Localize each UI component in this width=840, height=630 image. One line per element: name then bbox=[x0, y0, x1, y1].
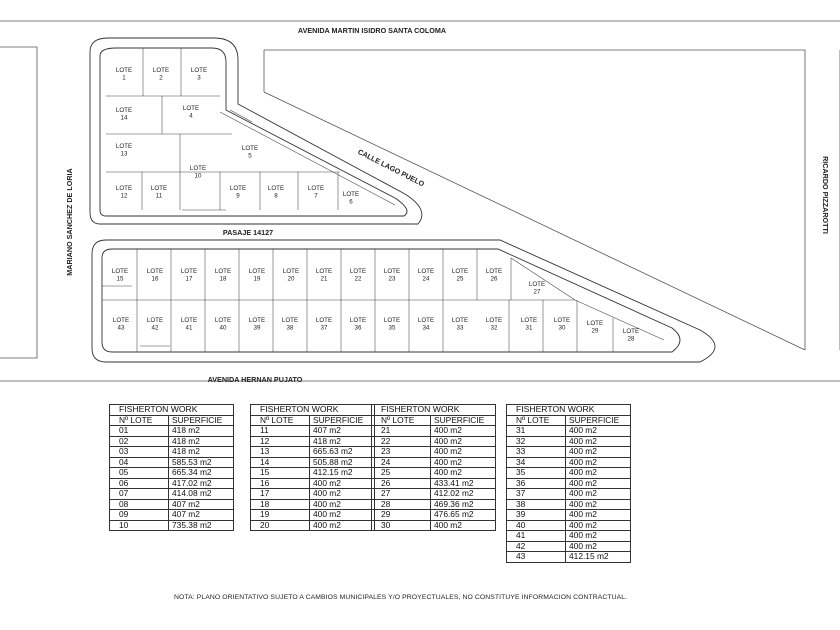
table-row bbox=[507, 436, 631, 447]
table-row bbox=[507, 478, 631, 489]
lower-block bbox=[92, 240, 715, 362]
lot-area-cell: 400 m2 bbox=[431, 426, 496, 437]
lot-number: 25 bbox=[456, 275, 464, 283]
lot-number: 34 bbox=[422, 324, 430, 332]
lot-number-cell: 38 bbox=[507, 499, 566, 510]
lot-area-cell: 400 m2 bbox=[310, 489, 375, 500]
lot-number-cell: 29 bbox=[372, 510, 431, 521]
table-row bbox=[507, 552, 631, 563]
lot-number: 10 bbox=[194, 172, 202, 180]
lot-number: 8 bbox=[274, 192, 278, 200]
lot-number-cell: 33 bbox=[507, 447, 566, 458]
lot-label: LOTE 38 bbox=[281, 317, 299, 332]
lot-area-cell: 412.15 m2 bbox=[310, 468, 375, 479]
lot-number: 11 bbox=[155, 192, 163, 200]
lot-area-cell: 418 m2 bbox=[169, 436, 234, 447]
table-row bbox=[507, 541, 631, 552]
lot-label: LOTE 34 bbox=[417, 317, 435, 332]
upper-lot-lines bbox=[106, 48, 395, 210]
street-label-bottom: AVENIDA HERNAN PUJATO bbox=[207, 375, 303, 384]
lot-number: 39 bbox=[253, 324, 261, 332]
lot-number: 9 bbox=[236, 192, 240, 200]
column-header-area: SUPERFICIE bbox=[310, 415, 375, 426]
lot-area-cell: 418 m2 bbox=[169, 447, 234, 458]
lot-label: LOTE 11 bbox=[150, 185, 168, 200]
lot-number-cell: 30 bbox=[372, 520, 431, 531]
lot-number: 40 bbox=[219, 324, 227, 332]
area-table-1 bbox=[109, 404, 234, 531]
table-row bbox=[507, 489, 631, 500]
lot-number-cell: 24 bbox=[372, 457, 431, 468]
lot-area-cell: 400 m2 bbox=[431, 520, 496, 531]
lot-number-cell: 25 bbox=[372, 468, 431, 479]
lot-area-cell: 407 m2 bbox=[169, 510, 234, 521]
street-label-right: RICARDO PIZZAROTTI bbox=[821, 156, 830, 234]
lot-labels bbox=[112, 67, 639, 343]
table-row bbox=[372, 447, 496, 458]
lot-number-cell: 02 bbox=[110, 436, 169, 447]
lot-label: LOTE 27 bbox=[528, 281, 546, 296]
lot-number-cell: 35 bbox=[507, 468, 566, 479]
table-row bbox=[110, 426, 234, 437]
lot-number: 43 bbox=[117, 324, 125, 332]
lot-number: 15 bbox=[116, 275, 124, 283]
lot-area-cell: 400 m2 bbox=[431, 436, 496, 447]
area-table-2 bbox=[250, 404, 375, 531]
lot-number: 26 bbox=[490, 275, 498, 283]
lot-number-cell: 27 bbox=[372, 489, 431, 500]
column-header-lot: Nº LOTE bbox=[507, 415, 566, 426]
table-row bbox=[372, 520, 496, 531]
lot-label: LOTE 29 bbox=[586, 320, 604, 335]
lot-label: LOTE 20 bbox=[282, 268, 300, 283]
lot-number-cell: 16 bbox=[251, 478, 310, 489]
lot-label: LOTE 42 bbox=[146, 317, 164, 332]
lot-area-cell: 400 m2 bbox=[310, 510, 375, 521]
lot-number: 7 bbox=[314, 192, 318, 200]
table-row bbox=[372, 436, 496, 447]
table-row bbox=[110, 510, 234, 521]
lot-label: LOTE 35 bbox=[383, 317, 401, 332]
lot-number: 42 bbox=[151, 324, 159, 332]
lot-label: LOTE 12 bbox=[115, 185, 133, 200]
lot-area-cell: 400 m2 bbox=[566, 436, 631, 447]
lot-number: 31 bbox=[525, 324, 533, 332]
lot-number-cell: 31 bbox=[507, 426, 566, 437]
lot-number: 19 bbox=[253, 275, 261, 283]
lot-area-cell: 665.34 m2 bbox=[169, 468, 234, 479]
table-row bbox=[372, 510, 496, 521]
lower-lot-lines bbox=[102, 249, 664, 352]
lot-number: 29 bbox=[591, 327, 599, 335]
lot-number: 36 bbox=[354, 324, 362, 332]
table-row bbox=[507, 510, 631, 521]
lot-number-cell: 15 bbox=[251, 468, 310, 479]
lot-area-cell: 400 m2 bbox=[431, 468, 496, 479]
lot-number: 21 bbox=[320, 275, 328, 283]
lot-number: 35 bbox=[388, 324, 396, 332]
lot-label: LOTE 28 bbox=[622, 328, 640, 343]
table-row bbox=[372, 457, 496, 468]
table-row bbox=[507, 531, 631, 542]
lot-area-cell: 400 m2 bbox=[566, 531, 631, 542]
lot-number-cell: 43 bbox=[507, 552, 566, 563]
lot-label: LOTE 32 bbox=[485, 317, 503, 332]
lot-label: LOTE 9 bbox=[229, 185, 247, 200]
lot-number-cell: 39 bbox=[507, 510, 566, 521]
lot-area-cell: 400 m2 bbox=[431, 457, 496, 468]
lot-label: LOTE 16 bbox=[146, 268, 164, 283]
table-row bbox=[110, 478, 234, 489]
lot-area-cell: 418 m2 bbox=[169, 426, 234, 437]
table-row bbox=[251, 457, 375, 468]
lot-number-cell: 17 bbox=[251, 489, 310, 500]
lot-label: LOTE 15 bbox=[111, 268, 129, 283]
lot-area-cell: 414.08 m2 bbox=[169, 489, 234, 500]
table-row bbox=[507, 520, 631, 531]
column-header-lot: Nº LOTE bbox=[110, 415, 169, 426]
table-row bbox=[507, 447, 631, 458]
lot-number: 6 bbox=[349, 198, 353, 206]
lot-number: 41 bbox=[185, 324, 193, 332]
lot-area-cell: 400 m2 bbox=[566, 447, 631, 458]
lot-number: 18 bbox=[219, 275, 227, 283]
lot-label: LOTE 40 bbox=[214, 317, 232, 332]
lot-number-cell: 36 bbox=[507, 478, 566, 489]
table-title: FISHERTON WORK bbox=[110, 405, 234, 416]
table-row bbox=[110, 468, 234, 479]
lot-number: 28 bbox=[627, 335, 635, 343]
table-title: FISHERTON WORK bbox=[251, 405, 375, 416]
lot-label: LOTE 23 bbox=[383, 268, 401, 283]
lot-area-cell: 412.02 m2 bbox=[431, 489, 496, 500]
lot-label: LOTE 31 bbox=[520, 317, 538, 332]
table-row bbox=[110, 520, 234, 531]
table-row bbox=[372, 489, 496, 500]
lot-label: LOTE 7 bbox=[307, 185, 325, 200]
table-row bbox=[251, 478, 375, 489]
lot-area-cell: 400 m2 bbox=[566, 478, 631, 489]
table-row bbox=[507, 426, 631, 437]
lot-number: 20 bbox=[287, 275, 295, 283]
lot-label: LOTE 36 bbox=[349, 317, 367, 332]
lot-number: 27 bbox=[533, 288, 541, 296]
lot-label: LOTE 1 bbox=[115, 67, 133, 82]
table-row bbox=[110, 447, 234, 458]
table-row bbox=[372, 468, 496, 479]
lot-number-cell: 26 bbox=[372, 478, 431, 489]
table-title: FISHERTON WORK bbox=[372, 405, 496, 416]
lot-number: 13 bbox=[120, 150, 128, 158]
lot-label: LOTE 43 bbox=[112, 317, 130, 332]
lot-area-cell: 400 m2 bbox=[310, 478, 375, 489]
lot-area-cell: 476.65 m2 bbox=[431, 510, 496, 521]
column-header-lot: Nº LOTE bbox=[251, 415, 310, 426]
lot-label: LOTE 14 bbox=[115, 107, 133, 122]
lot-number: 14 bbox=[120, 114, 128, 122]
lot-number-cell: 22 bbox=[372, 436, 431, 447]
lot-number-cell: 13 bbox=[251, 447, 310, 458]
lot-label: LOTE 3 bbox=[190, 67, 208, 82]
lot-label: LOTE 19 bbox=[248, 268, 266, 283]
street-label-top: AVENIDA MARTIN ISIDRO SANTA COLOMA bbox=[297, 26, 447, 35]
lot-number-cell: 07 bbox=[110, 489, 169, 500]
lot-number-cell: 14 bbox=[251, 457, 310, 468]
lot-number-cell: 20 bbox=[251, 520, 310, 531]
lot-number: 4 bbox=[189, 112, 193, 120]
lot-number: 30 bbox=[558, 324, 566, 332]
lot-area-cell: 400 m2 bbox=[431, 447, 496, 458]
table-row bbox=[251, 436, 375, 447]
lot-number: 32 bbox=[490, 324, 498, 332]
lot-number-cell: 41 bbox=[507, 531, 566, 542]
lot-label: LOTE 6 bbox=[342, 191, 360, 206]
table-row bbox=[251, 520, 375, 531]
lot-area-cell: 407 m2 bbox=[169, 499, 234, 510]
lot-number: 24 bbox=[422, 275, 430, 283]
lot-number-cell: 10 bbox=[110, 520, 169, 531]
table-row bbox=[110, 489, 234, 500]
lot-number-cell: 18 bbox=[251, 499, 310, 510]
street-label-diagonal: CALLE LAGO PUELO bbox=[356, 147, 426, 189]
lot-number-cell: 34 bbox=[507, 457, 566, 468]
lot-area-cell: 400 m2 bbox=[566, 426, 631, 437]
lot-area-cell: 665.63 m2 bbox=[310, 447, 375, 458]
lot-number: 37 bbox=[320, 324, 328, 332]
lot-area-cell: 400 m2 bbox=[566, 541, 631, 552]
column-header-area: SUPERFICIE bbox=[431, 415, 496, 426]
table-row bbox=[251, 426, 375, 437]
table-row bbox=[251, 447, 375, 458]
table-row bbox=[251, 489, 375, 500]
lot-label: LOTE 30 bbox=[553, 317, 571, 332]
lot-area-cell: 585.53 m2 bbox=[169, 457, 234, 468]
lot-number-cell: 37 bbox=[507, 489, 566, 500]
lot-area-cell: 400 m2 bbox=[310, 520, 375, 531]
table-row bbox=[507, 457, 631, 468]
lot-area-cell: 433.41 m2 bbox=[431, 478, 496, 489]
lot-area-cell: 469.36 m2 bbox=[431, 499, 496, 510]
lot-number: 17 bbox=[185, 275, 193, 283]
lot-label: LOTE 5 bbox=[241, 145, 259, 160]
table-row bbox=[251, 499, 375, 510]
lot-number-cell: 05 bbox=[110, 468, 169, 479]
lot-area-cell: 400 m2 bbox=[310, 499, 375, 510]
lot-label: LOTE 41 bbox=[180, 317, 198, 332]
lot-area-cell: 417.02 m2 bbox=[169, 478, 234, 489]
street-label-middle: PASAJE 14127 bbox=[222, 228, 274, 237]
lot-label: LOTE 24 bbox=[417, 268, 435, 283]
table-row bbox=[110, 499, 234, 510]
lot-number-cell: 06 bbox=[110, 478, 169, 489]
lot-number-cell: 40 bbox=[507, 520, 566, 531]
lot-area-cell: 400 m2 bbox=[566, 457, 631, 468]
lot-label: LOTE 22 bbox=[349, 268, 367, 283]
lot-area-cell: 400 m2 bbox=[566, 520, 631, 531]
lot-number: 2 bbox=[159, 74, 163, 82]
lot-label: LOTE 21 bbox=[315, 268, 333, 283]
lot-label: LOTE 18 bbox=[214, 268, 232, 283]
lot-label: LOTE 37 bbox=[315, 317, 333, 332]
lot-area-cell: 400 m2 bbox=[566, 468, 631, 479]
lot-number-cell: 12 bbox=[251, 436, 310, 447]
lot-number-cell: 04 bbox=[110, 457, 169, 468]
lot-area-cell: 407 m2 bbox=[310, 426, 375, 437]
lot-area-cell: 735.38 m2 bbox=[169, 520, 234, 531]
lot-label: LOTE 25 bbox=[451, 268, 469, 283]
lot-number-cell: 32 bbox=[507, 436, 566, 447]
lot-area-cell: 400 m2 bbox=[566, 489, 631, 500]
lot-number-cell: 28 bbox=[372, 499, 431, 510]
lot-number: 38 bbox=[286, 324, 294, 332]
table-row bbox=[110, 436, 234, 447]
lot-label: LOTE 10 bbox=[189, 165, 207, 180]
lot-number-cell: 19 bbox=[251, 510, 310, 521]
lot-number-cell: 21 bbox=[372, 426, 431, 437]
table-row bbox=[251, 468, 375, 479]
lot-number: 1 bbox=[122, 74, 126, 82]
lot-number: 12 bbox=[120, 192, 128, 200]
street-label-left: MARIANO SANCHEZ DE LORIA bbox=[65, 168, 74, 276]
lot-number: 22 bbox=[354, 275, 362, 283]
lot-number-cell: 11 bbox=[251, 426, 310, 437]
lot-label: LOTE 2 bbox=[152, 67, 170, 82]
lot-number-cell: 23 bbox=[372, 447, 431, 458]
table-title: FISHERTON WORK bbox=[507, 405, 631, 416]
column-header-area: SUPERFICIE bbox=[169, 415, 234, 426]
lot-area-cell: 505.88 m2 bbox=[310, 457, 375, 468]
table-row bbox=[372, 426, 496, 437]
lot-number-cell: 42 bbox=[507, 541, 566, 552]
lot-area-cell: 418 m2 bbox=[310, 436, 375, 447]
lot-area-cell: 400 m2 bbox=[566, 499, 631, 510]
lot-label: LOTE 26 bbox=[485, 268, 503, 283]
column-header-lot: Nº LOTE bbox=[372, 415, 431, 426]
column-header-area: SUPERFICIE bbox=[566, 415, 631, 426]
lot-number-cell: 01 bbox=[110, 426, 169, 437]
area-table-4 bbox=[506, 404, 631, 563]
disclaimer-note: NOTA: PLANO ORIENTATIVO SUJETO A CAMBIOS MUNICIPALES Y/O PROYECTUALES, NO CONSTITUYE INFORMACION CONTRACTUAL. bbox=[174, 594, 628, 601]
table-row bbox=[110, 457, 234, 468]
lot-area-cell: 400 m2 bbox=[566, 510, 631, 521]
lot-number-cell: 08 bbox=[110, 499, 169, 510]
lot-number: 5 bbox=[248, 152, 252, 160]
table-row bbox=[372, 478, 496, 489]
lot-label: LOTE 39 bbox=[248, 317, 266, 332]
lot-label: LOTE 33 bbox=[451, 317, 469, 332]
lot-number-cell: 03 bbox=[110, 447, 169, 458]
lot-number: 33 bbox=[456, 324, 464, 332]
lot-label: LOTE 4 bbox=[182, 105, 200, 120]
lot-label: LOTE 8 bbox=[267, 185, 285, 200]
table-row bbox=[507, 499, 631, 510]
table-row bbox=[372, 499, 496, 510]
table-row bbox=[251, 510, 375, 521]
lot-number: 3 bbox=[197, 74, 201, 82]
street-lines bbox=[0, 21, 840, 381]
area-table-3 bbox=[371, 404, 496, 531]
lot-label: LOTE 13 bbox=[115, 143, 133, 158]
lot-label: LOTE 17 bbox=[180, 268, 198, 283]
lot-number-cell: 09 bbox=[110, 510, 169, 521]
table-row bbox=[507, 468, 631, 479]
lot-number: 23 bbox=[388, 275, 396, 283]
lot-number: 16 bbox=[151, 275, 159, 283]
lot-area-cell: 412.15 m2 bbox=[566, 552, 631, 563]
